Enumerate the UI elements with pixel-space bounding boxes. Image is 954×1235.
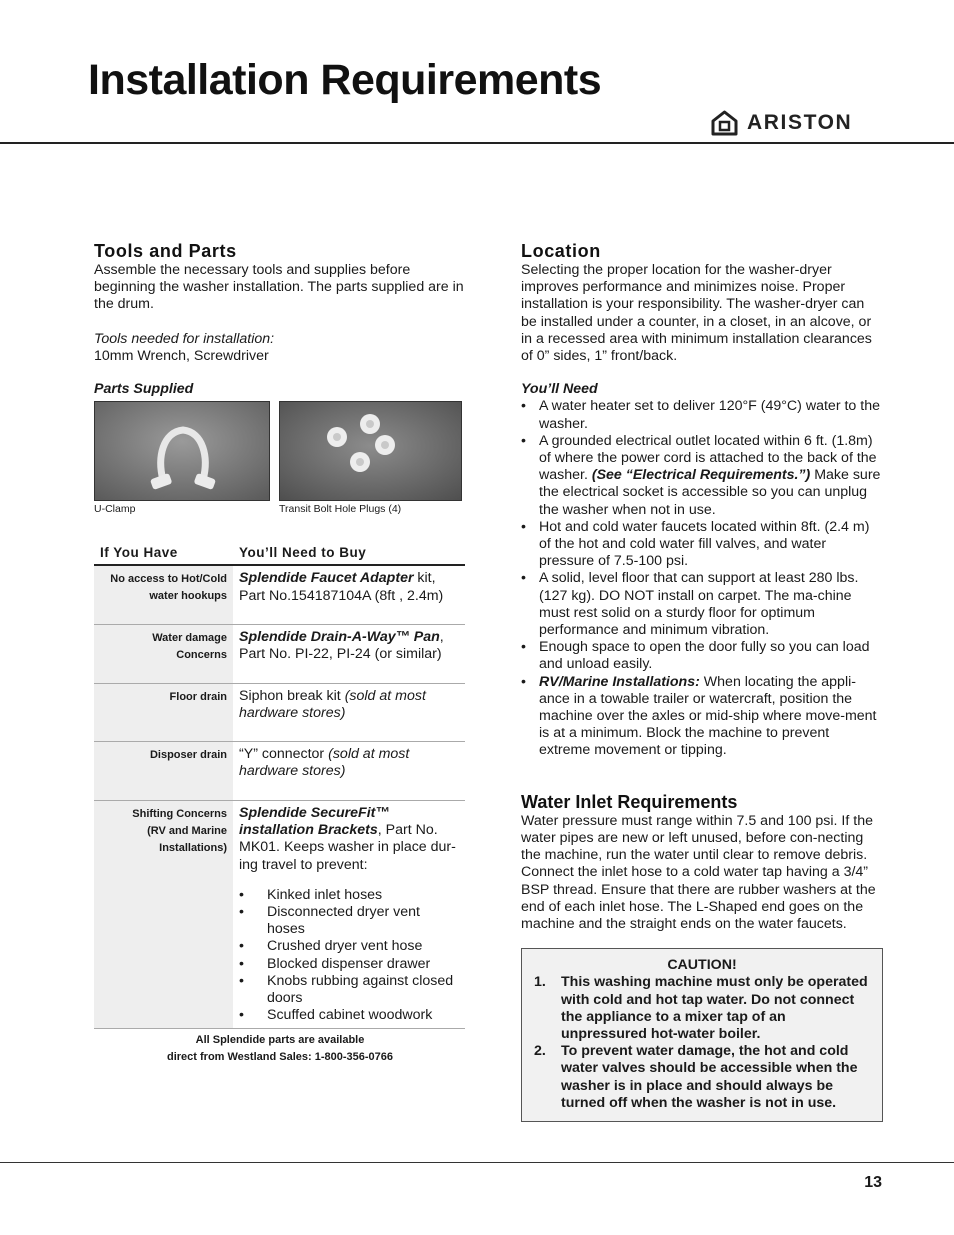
product-details: kit, Part No.154187104A (8ft , 2.4m) [239, 570, 444, 604]
need-cell [233, 565, 465, 624]
product-details: , Part No. MK01. Keeps washer in place dur-ing travel to prevent: [239, 822, 456, 873]
left-column [94, 240, 466, 1066]
have-line: water hookups [149, 590, 227, 603]
table-header-row [94, 540, 465, 565]
table-row [94, 565, 465, 624]
caution-title: CAUTION! [667, 957, 737, 974]
ariston-logo [711, 110, 852, 136]
u-clamp-photo [94, 401, 270, 501]
caution-text: This washing machine must only be operated with cold and hot tap water. Do not connect the appliance to a mixer tap of an unpressured hot-water boiler. [561, 974, 868, 1042]
page-number: 13 [864, 1174, 882, 1191]
page-title: Installation Requirements [88, 56, 602, 104]
list-item: • A solid, level floor that can support at least 280 lbs. (127 kg). DO NOT install on carpet. The ma-chine must rest solid on a sturdy floor for optimum performance and minimum vibration. [521, 570, 883, 639]
list-item: • A water heater set to deliver 120°F (49°C) water to the washer. [521, 398, 883, 432]
product-name: “Y” connector [239, 745, 329, 762]
table-row [94, 741, 465, 800]
parts-photos [94, 401, 466, 501]
location-intro: Selecting the proper location for the washer-dryer improves performance and minimizes noise. Proper installation is your responsibility. The washer-dryer can be installed under a counter, in a closet, in an alcove, or in a recessed area with minimum installation clearances of 0” sides, 1” front/back. [521, 262, 872, 365]
product-name: Splendide Faucet Adapter [239, 570, 414, 587]
caution-item [534, 974, 870, 1043]
caution-text: To prevent water damage, the hot and cold water valves should be accessible when the washer is in place and should always be turned off when the washer is not in use. [561, 1043, 858, 1111]
caution-box [521, 948, 883, 1122]
have-line: Disposer drain [149, 748, 227, 761]
logo-text: ARISTON [747, 111, 853, 134]
footer-rule [0, 1162, 954, 1163]
product-details: (sold at most hardware stores) [239, 687, 426, 722]
col-need-to-buy: You’ll Need to Buy [233, 540, 465, 565]
table-row [94, 683, 465, 741]
product-name: Splendide SecureFit™ installation Brackets [239, 804, 390, 839]
product-name: Siphon break kit [239, 687, 345, 704]
have-line: Shifting Concerns [132, 807, 227, 820]
caution-number: 2. [534, 1043, 546, 1060]
need-list [521, 398, 883, 759]
house-logo-icon [711, 110, 738, 136]
list-item: • Crushed dryer vent hose [239, 938, 459, 955]
have-line: (RV and Marine [147, 824, 227, 837]
have-cell [94, 800, 233, 1028]
item-text: When locating the appli-ance in a towable trailer or watercraft, position the machine over the axles or mid-ship where move-ment is at a minimum. Block the machine to prevent extreme movement or tipping. [539, 673, 877, 759]
list-item: • Scuffed cabinet woodwork [239, 1007, 459, 1024]
item-reference: (See “Electrical Requirements.”) [591, 467, 811, 484]
need-heading: You’ll Need [521, 381, 598, 398]
location-heading: Location [521, 241, 601, 261]
footnote-line: All Splendide parts are available [195, 1034, 365, 1047]
product-name: Splendide Drain-A-Way™ Pan [239, 628, 440, 645]
have-cell [94, 741, 233, 800]
tools-intro: Assemble the necessary tools and supplies before beginning the washer installation. The parts supplied are in the drum. [94, 262, 464, 313]
need-cell [233, 624, 465, 683]
list-item: • Knobs rubbing against closed doors [239, 973, 459, 1007]
product-details: , Part No. PI-22, PI-24 (or similar) [239, 628, 444, 663]
caution-number: 1. [534, 974, 546, 991]
footnote-line: direct from Westland Sales: 1-800-356-0766 [166, 1051, 393, 1064]
have-line: Installations) [159, 841, 227, 854]
parts-to-buy-table [94, 540, 465, 1029]
have-line: Water damage [152, 631, 227, 644]
header-rule [0, 142, 954, 144]
caution-item [534, 1043, 870, 1112]
table-row [94, 624, 465, 683]
table-footnote [94, 1032, 466, 1066]
list-item [521, 674, 883, 760]
bolt-plugs-caption: Transit Bolt Hole Plugs (4) [279, 503, 402, 516]
item-lead: RV/Marine Installations: [539, 673, 700, 690]
have-line: No access to Hot/Cold [110, 573, 227, 586]
list-item: • Disconnected dryer vent hoses [239, 904, 459, 938]
water-inlet-heading: Water Inlet Requirements [521, 791, 738, 812]
item-text: A grounded electrical outlet located within 6 ft. (1.8m) of where the power cord is attached to the back of the washer. [539, 432, 877, 484]
have-cell [94, 565, 233, 624]
prevent-list [239, 887, 459, 1025]
need-cell [233, 800, 465, 1028]
list-item [521, 433, 883, 519]
bolt-plugs-photo [279, 401, 462, 501]
table-row [94, 800, 465, 1028]
have-cell [94, 683, 233, 741]
have-line: Floor drain [169, 690, 227, 703]
have-cell [94, 624, 233, 683]
have-line: Concerns [176, 648, 227, 661]
list-item: • Enough space to open the door fully so you can load and unload easily. [521, 639, 883, 673]
product-details: (sold at most hardware stores) [239, 745, 410, 780]
list-item: • Blocked dispenser drawer [239, 956, 459, 973]
parts-heading: Parts Supplied [94, 381, 194, 398]
list-item: • Kinked inlet hoses [239, 887, 459, 904]
tools-value: 10mm Wrench, Screwdriver [94, 347, 269, 364]
col-if-you-have: If You Have [94, 540, 233, 565]
right-column [521, 240, 883, 1122]
tools-label: Tools needed for installation: [94, 330, 275, 347]
list-item: • Hot and cold water faucets located within 8ft. (2.4 m) of the hot and cold water fill valves, and water pressure of 7.5-100 psi. [521, 519, 883, 571]
photo-captions [94, 503, 466, 516]
water-inlet-body: Water pressure must range within 7.5 and 100 psi. If the water pipes are new or left unused, before con-necting the machine, run the water until clear to remove debris. Connect the inlet hose to a cold water tap having a 3/4” BSP thread. Ensure that there are rubber washers at the end of each inlet hose. The L-Shaped end goes on the machine and the straight ends on the water faucets. [521, 812, 876, 932]
tools-heading: Tools and Parts [94, 241, 237, 261]
item-text: Make sure the electrical socket is accessible so you can unplug the washer when not in use. [539, 467, 881, 518]
u-clamp-caption: U-Clamp [94, 503, 136, 516]
need-cell [233, 683, 465, 741]
need-cell [233, 741, 465, 800]
